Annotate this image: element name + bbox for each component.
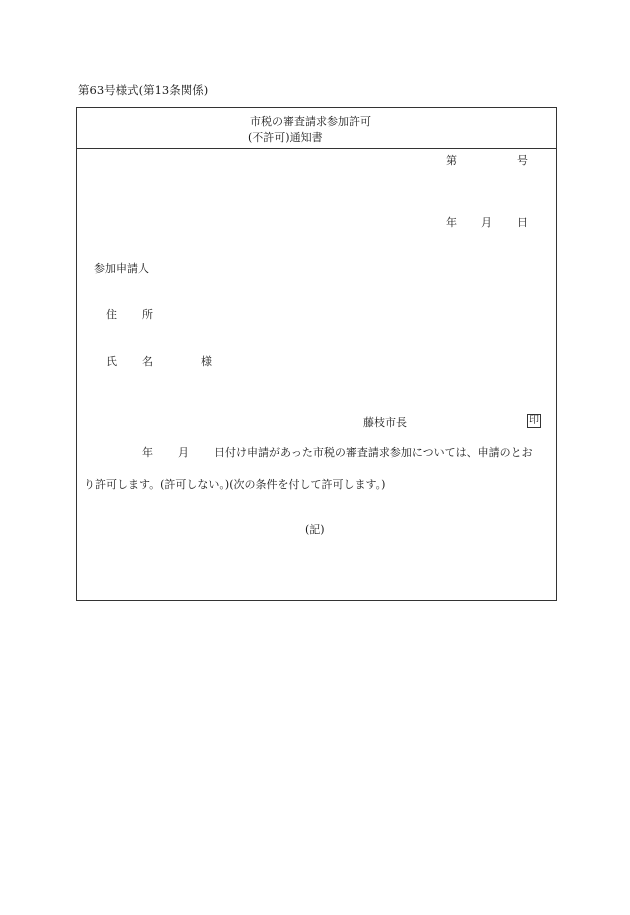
issuer-name: 藤枝市長: [363, 416, 407, 429]
name-label-char2: 名: [142, 355, 153, 368]
doc-number-prefix: 第: [446, 154, 457, 167]
document-title-line2: (不許可)通知書: [248, 131, 323, 144]
seal-mark: 印: [529, 415, 539, 426]
body-text-line2: り許可します。(許可しない。)(次の条件を付して許可します。): [84, 478, 386, 491]
applicant-label: 参加申請人: [94, 262, 149, 275]
body-month-label: 月: [178, 446, 189, 459]
date-year-label: 年: [446, 216, 457, 229]
form-number-label: 第63号様式(第13条関係): [78, 83, 209, 97]
date-month-label: 月: [481, 216, 492, 229]
notes-heading: (記): [305, 523, 325, 536]
address-label-char1: 住: [106, 308, 117, 321]
name-label-char1: 氏: [106, 355, 117, 368]
address-label-char2: 所: [142, 308, 153, 321]
body-text-line1: 日付け申請があった市税の審査請求参加については、申請のとお: [214, 446, 533, 459]
title-divider: [76, 148, 557, 149]
doc-number-suffix: 号: [517, 154, 528, 167]
body-year-label: 年: [142, 446, 153, 459]
name-honorific: 様: [201, 355, 212, 368]
date-day-label: 日: [517, 216, 528, 229]
document-title-line1: 市税の審査請求参加許可: [250, 115, 371, 128]
